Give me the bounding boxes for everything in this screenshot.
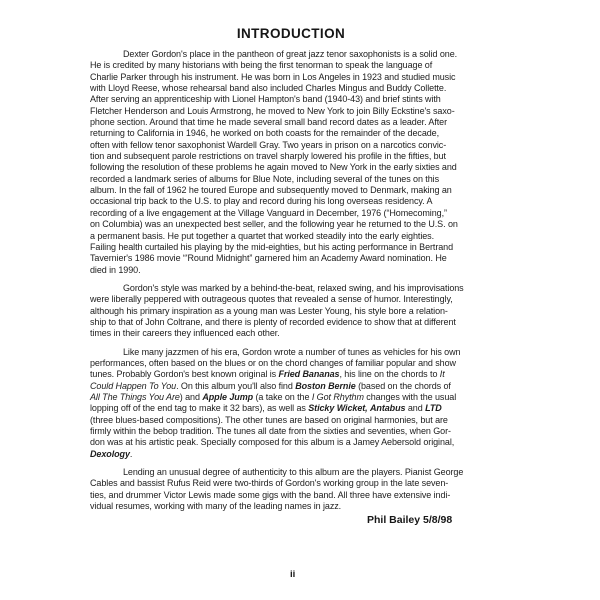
body-line (90, 60, 492, 71)
page-title: INTRODUCTION (236, 26, 346, 41)
text-segment: Tavernier's 1986 movie “'Round Midnight” garnered him an Academy Award nomination. He (90, 253, 447, 264)
text-segment: Fried Bananas (278, 369, 340, 380)
body-line (90, 415, 492, 426)
body-line (90, 151, 492, 162)
body-line (90, 94, 492, 105)
paragraph (90, 283, 492, 340)
text-segment: Like many jazzmen of his era, Gordon wrote a number of tunes as vehicles for his own (123, 346, 461, 357)
body-line (90, 83, 492, 94)
page-number: ii (290, 569, 296, 580)
text-segment: Lending an unusual degree of authenticity to this album are the players. Pianist George (123, 467, 464, 478)
text-segment: (based on the chords of (355, 380, 451, 391)
body-line (90, 328, 492, 339)
text-segment: firmly within the bebop tradition. The tunes all date from the sixties and seventies, when Gor- (90, 426, 451, 436)
text-segment: occasional trip back to the U.S. to play and record during his long overseas residency. A (90, 196, 433, 207)
text-segment: returning to California in 1946, he worked on both coasts for the remainder of the decade, (90, 128, 440, 139)
text-segment: recording of a live engagement at the Village Vanguard in December, 1976 (“Homecoming,” (90, 207, 447, 218)
body-line (90, 403, 492, 414)
text-segment: phone section. Around that time he made several small band record dates as a leader. After (90, 117, 448, 128)
body-line (90, 231, 492, 242)
paragraph (90, 347, 492, 460)
text-segment: times in their careers they influenced each other. (90, 328, 280, 339)
text-segment: He is credited by many historians with being the first tenorman to speak the language of (90, 60, 433, 71)
body-line (90, 347, 492, 358)
text-segment: Could Happen To You (90, 380, 177, 391)
text-segment: Dexter Gordon's place in the pantheon of great jazz tenor saxophonists is a solid one. (123, 49, 458, 59)
text-segment: although his primary inspiration as a young man was Lester Young, his style bore a relation- (90, 305, 448, 316)
text-segment: tunes. Probably Gordon's best known original is (90, 369, 279, 380)
body-line (90, 317, 492, 328)
text-segment: vidual resumes, working with many of the leading names in jazz. (90, 501, 342, 512)
paragraph (90, 49, 492, 276)
body-line (90, 174, 492, 185)
paragraph (90, 467, 492, 512)
text-segment: I Got Rhythm (311, 391, 364, 402)
body-line (90, 196, 492, 207)
body-line (90, 49, 492, 60)
text-segment: . On this album you'll also find (176, 380, 296, 391)
body-line (90, 253, 492, 264)
text-segment: performances, often based on the blues or on the chord changes of familiar popular and show (90, 357, 456, 368)
text-segment: ship to that of John Coltrane, and there is plenty of recorded evidence to show that at different (90, 316, 456, 327)
text-segment: album. In the fall of 1962 he toured Europe and subsequently moved to Denmark, making an (90, 185, 452, 196)
text-segment: LTD (425, 403, 442, 414)
body-line (90, 306, 492, 317)
body-line (90, 437, 492, 448)
content-column (90, 27, 492, 526)
text-segment: lopping off of the end tag to make it 32 bars), as well as (90, 403, 309, 414)
body-line (90, 117, 492, 128)
body-line (90, 478, 492, 489)
body-line (90, 140, 492, 151)
body-line (90, 467, 492, 478)
body-line (90, 208, 492, 219)
text-segment: with Lloyd Reese, whose rehearsal band also included Charles Mingus and Buddy Collette. (90, 83, 447, 94)
text-segment: Charlie Parker through his instrument. He was born in Los Angeles in 1923 and studied music (90, 71, 456, 82)
body-line (90, 449, 492, 460)
text-segment: on Columbia) was an unexpected best seller, and the following year he returned to the U.S. on (90, 219, 458, 230)
text-segment: After serving an apprenticeship with Lionel Hampton's band (1940-43) and brief stints with (90, 94, 441, 105)
text-segment: Boston Bernie (295, 380, 356, 391)
text-segment: a permanent basis. He put together a quartet that worked steadily into the early eighties. (90, 230, 435, 241)
text-segment: . (129, 448, 133, 459)
body-text (90, 49, 492, 512)
body-line (90, 294, 492, 305)
author-signature: Phil Bailey 5/8/98 (367, 514, 453, 527)
body-line (90, 392, 492, 403)
body-line (90, 242, 492, 253)
text-segment: following the resolution of these problems he again moved to New York in the early sixties and (90, 162, 457, 173)
text-segment: were liberally peppered with outrageous quotes that revealed a sense of humor. Interestingly, (90, 294, 453, 305)
body-line (90, 106, 492, 117)
text-segment: ) and (179, 391, 203, 402)
text-segment: Dexology (90, 448, 130, 459)
text-segment: ties, and drummer Victor Lewis made some gigs with the band. All three have extensive indi- (90, 489, 451, 500)
text-segment: Sticky Wicket, (308, 403, 368, 414)
text-segment: recorded a landmark series of albums for Blue Note, including several of the tunes on this (90, 173, 439, 184)
text-segment: It (439, 369, 445, 380)
body-line (90, 490, 492, 501)
text-segment: (a take on the (253, 391, 312, 402)
text-segment: Antabus (370, 403, 406, 414)
text-segment: Apple Jump (202, 391, 254, 402)
text-segment: don was at his artistic peak. Specially composed for this album is a Jamey Aebersold original, (90, 437, 455, 448)
text-segment: Fletcher Henderson and Louis Armstrong, he moved to New York to join Billy Eckstine's saxo- (90, 105, 455, 116)
text-segment: and (405, 403, 426, 414)
body-line (90, 426, 492, 437)
text-segment: often with fellow tenor saxophonist Wardell Gray. Two years in prison on a narcotics convic- (90, 139, 447, 150)
body-line (90, 72, 492, 83)
text-segment: All The Things You Are (90, 391, 180, 402)
text-segment: changes with the usual (363, 391, 457, 402)
text-segment: , his line on the chords to (339, 369, 440, 380)
body-line (90, 369, 492, 380)
body-line (90, 185, 492, 196)
body-line (90, 162, 492, 173)
body-line (90, 501, 492, 512)
body-line (90, 283, 492, 294)
body-line (90, 358, 492, 369)
text-segment: tion and subsequent parole restrictions on travel sharply lowered his profile in the fifties, but (90, 151, 446, 162)
text-segment: (three blues-based compositions). The other tunes are based on original harmonies, but are (90, 414, 448, 425)
text-segment: Failing health curtailed his playing by the mid-eighties, but his acting performance in Bertrand (90, 241, 454, 252)
body-line (90, 219, 492, 230)
text-segment: Cables and bassist Rufus Reid were two-thirds of Gordon's working group in the late seven- (90, 478, 449, 489)
text-segment: died in 1990. (90, 264, 141, 275)
text-segment: Gordon's style was marked by a behind-the-beat, relaxed swing, and his improvisations (123, 282, 464, 293)
body-line (90, 381, 492, 392)
body-line (90, 128, 492, 139)
body-line (90, 265, 492, 276)
